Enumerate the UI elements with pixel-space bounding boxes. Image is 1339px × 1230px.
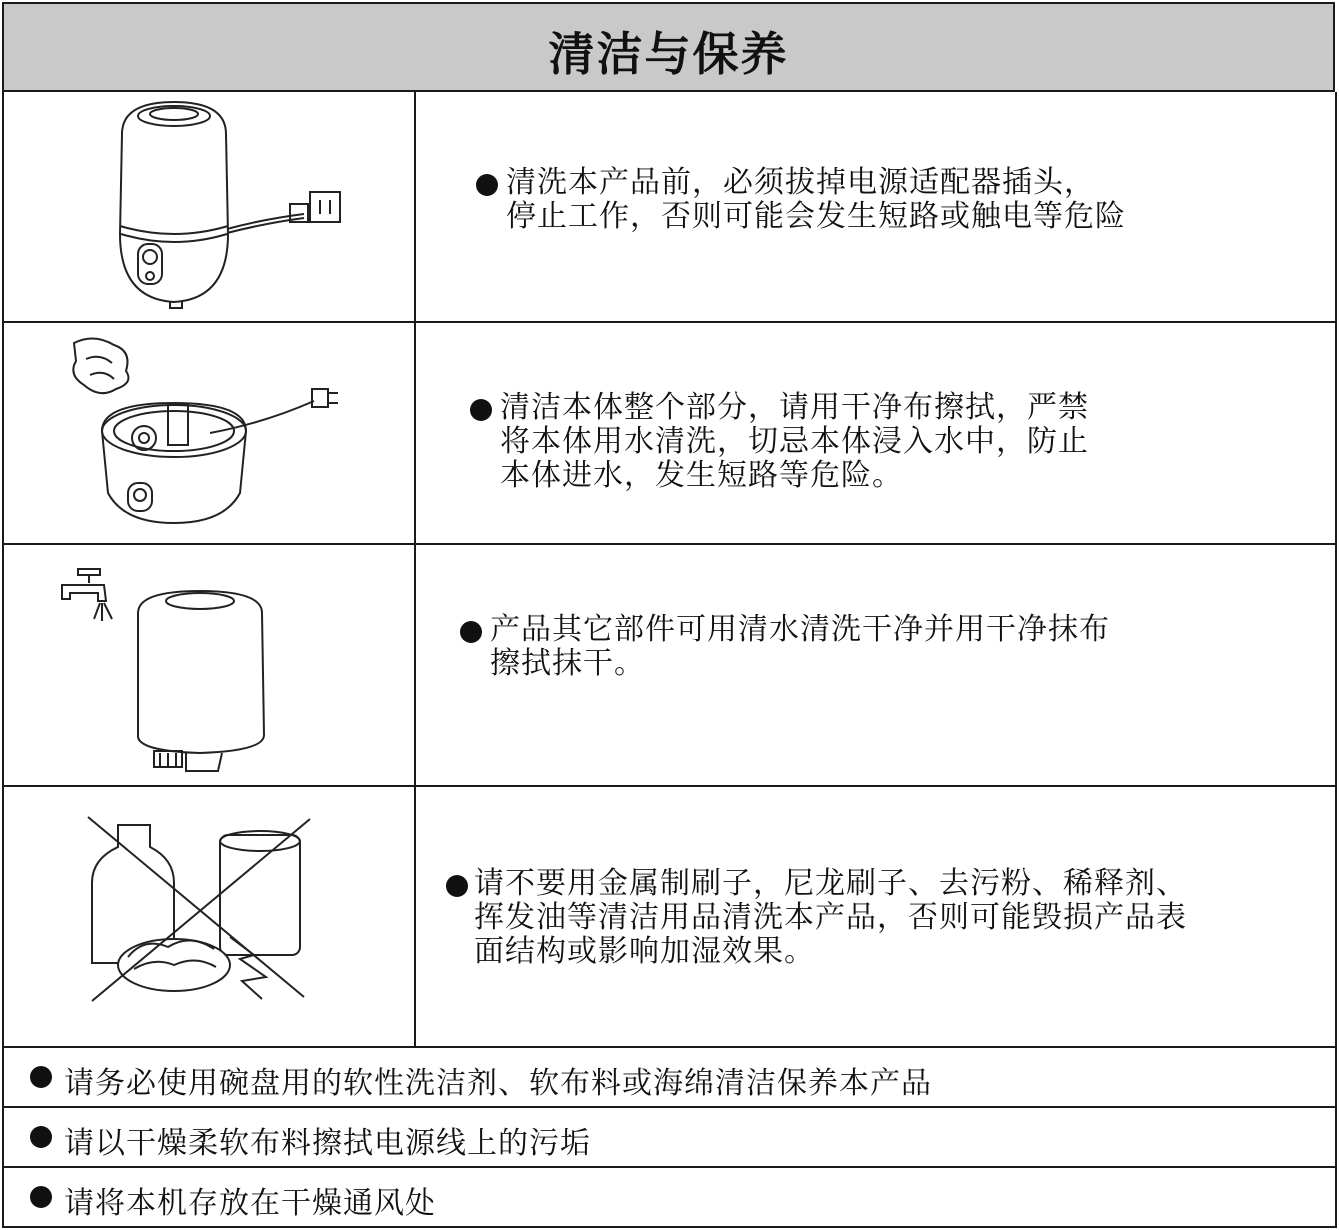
- section-2-line-3: 本体进水，发生短路等危险。: [500, 458, 903, 493]
- bullet-dot: [460, 621, 482, 643]
- bullet-dot: [446, 875, 468, 897]
- note-text: 请以干燥柔软布料擦拭电源线上的污垢: [64, 1126, 591, 1161]
- bullet-dot: [470, 399, 492, 421]
- section-1-line-1: 清洗本产品前，必须拔掉电源适配器插头，: [506, 165, 1095, 200]
- no-chemicals-illustration-icon: [4, 787, 415, 1046]
- row-divider: [2, 1226, 1337, 1228]
- bullet-dot: [30, 1066, 52, 1088]
- note-text: 请务必使用碗盘用的软性洗洁剂、软布料或海绵清洁保养本产品: [64, 1066, 932, 1101]
- section-3-text: [490, 613, 1110, 681]
- page-title: 清洁与保养: [548, 27, 789, 81]
- section-3-line-2: 擦拭抹干。: [490, 646, 645, 681]
- humidifier-unplug-illustration-icon: [4, 94, 415, 321]
- section-4-text: [474, 867, 1187, 969]
- section-4-line-1: 请不要用金属制刷子，尼龙刷子、去污粉、稀释剂、: [474, 866, 1187, 901]
- note-text: 请将本机存放在干燥通风处: [64, 1186, 436, 1221]
- section-1-text: [506, 166, 1126, 234]
- section-4-line-3: 面结构或影响加湿效果。: [474, 934, 815, 969]
- section-1-line-2: 停止工作，否则可能会发生短路或触电等危险: [506, 199, 1126, 234]
- section-1: [418, 94, 1335, 321]
- wipe-base-illustration-icon: [4, 323, 415, 543]
- faucet-rinse-illustration-icon: [4, 545, 415, 785]
- section-2-line-2: 将本体用水清洗，切忌本体浸入水中，防止: [500, 424, 1089, 459]
- bullet-dot: [30, 1126, 52, 1148]
- section-2-line-1: 清洁本体整个部分，请用干净布擦拭，严禁: [500, 390, 1089, 425]
- section-3: [418, 545, 1335, 785]
- bullet-dot: [30, 1186, 52, 1208]
- note-row: [4, 1108, 1335, 1166]
- section-2: [418, 323, 1335, 543]
- section-3-line-1: 产品其它部件可用清水清洗干净并用干净抹布: [490, 612, 1110, 647]
- frame-right: [1335, 92, 1337, 1228]
- section-2-text: [500, 391, 1089, 493]
- bullet-dot: [476, 174, 498, 196]
- section-4: [418, 787, 1335, 1046]
- title-bar: [2, 2, 1335, 92]
- note-row: [4, 1168, 1335, 1226]
- note-row: [4, 1048, 1335, 1106]
- section-4-line-2: 挥发油等清洁用品清洗本产品，否则可能毁损产品表: [474, 900, 1187, 935]
